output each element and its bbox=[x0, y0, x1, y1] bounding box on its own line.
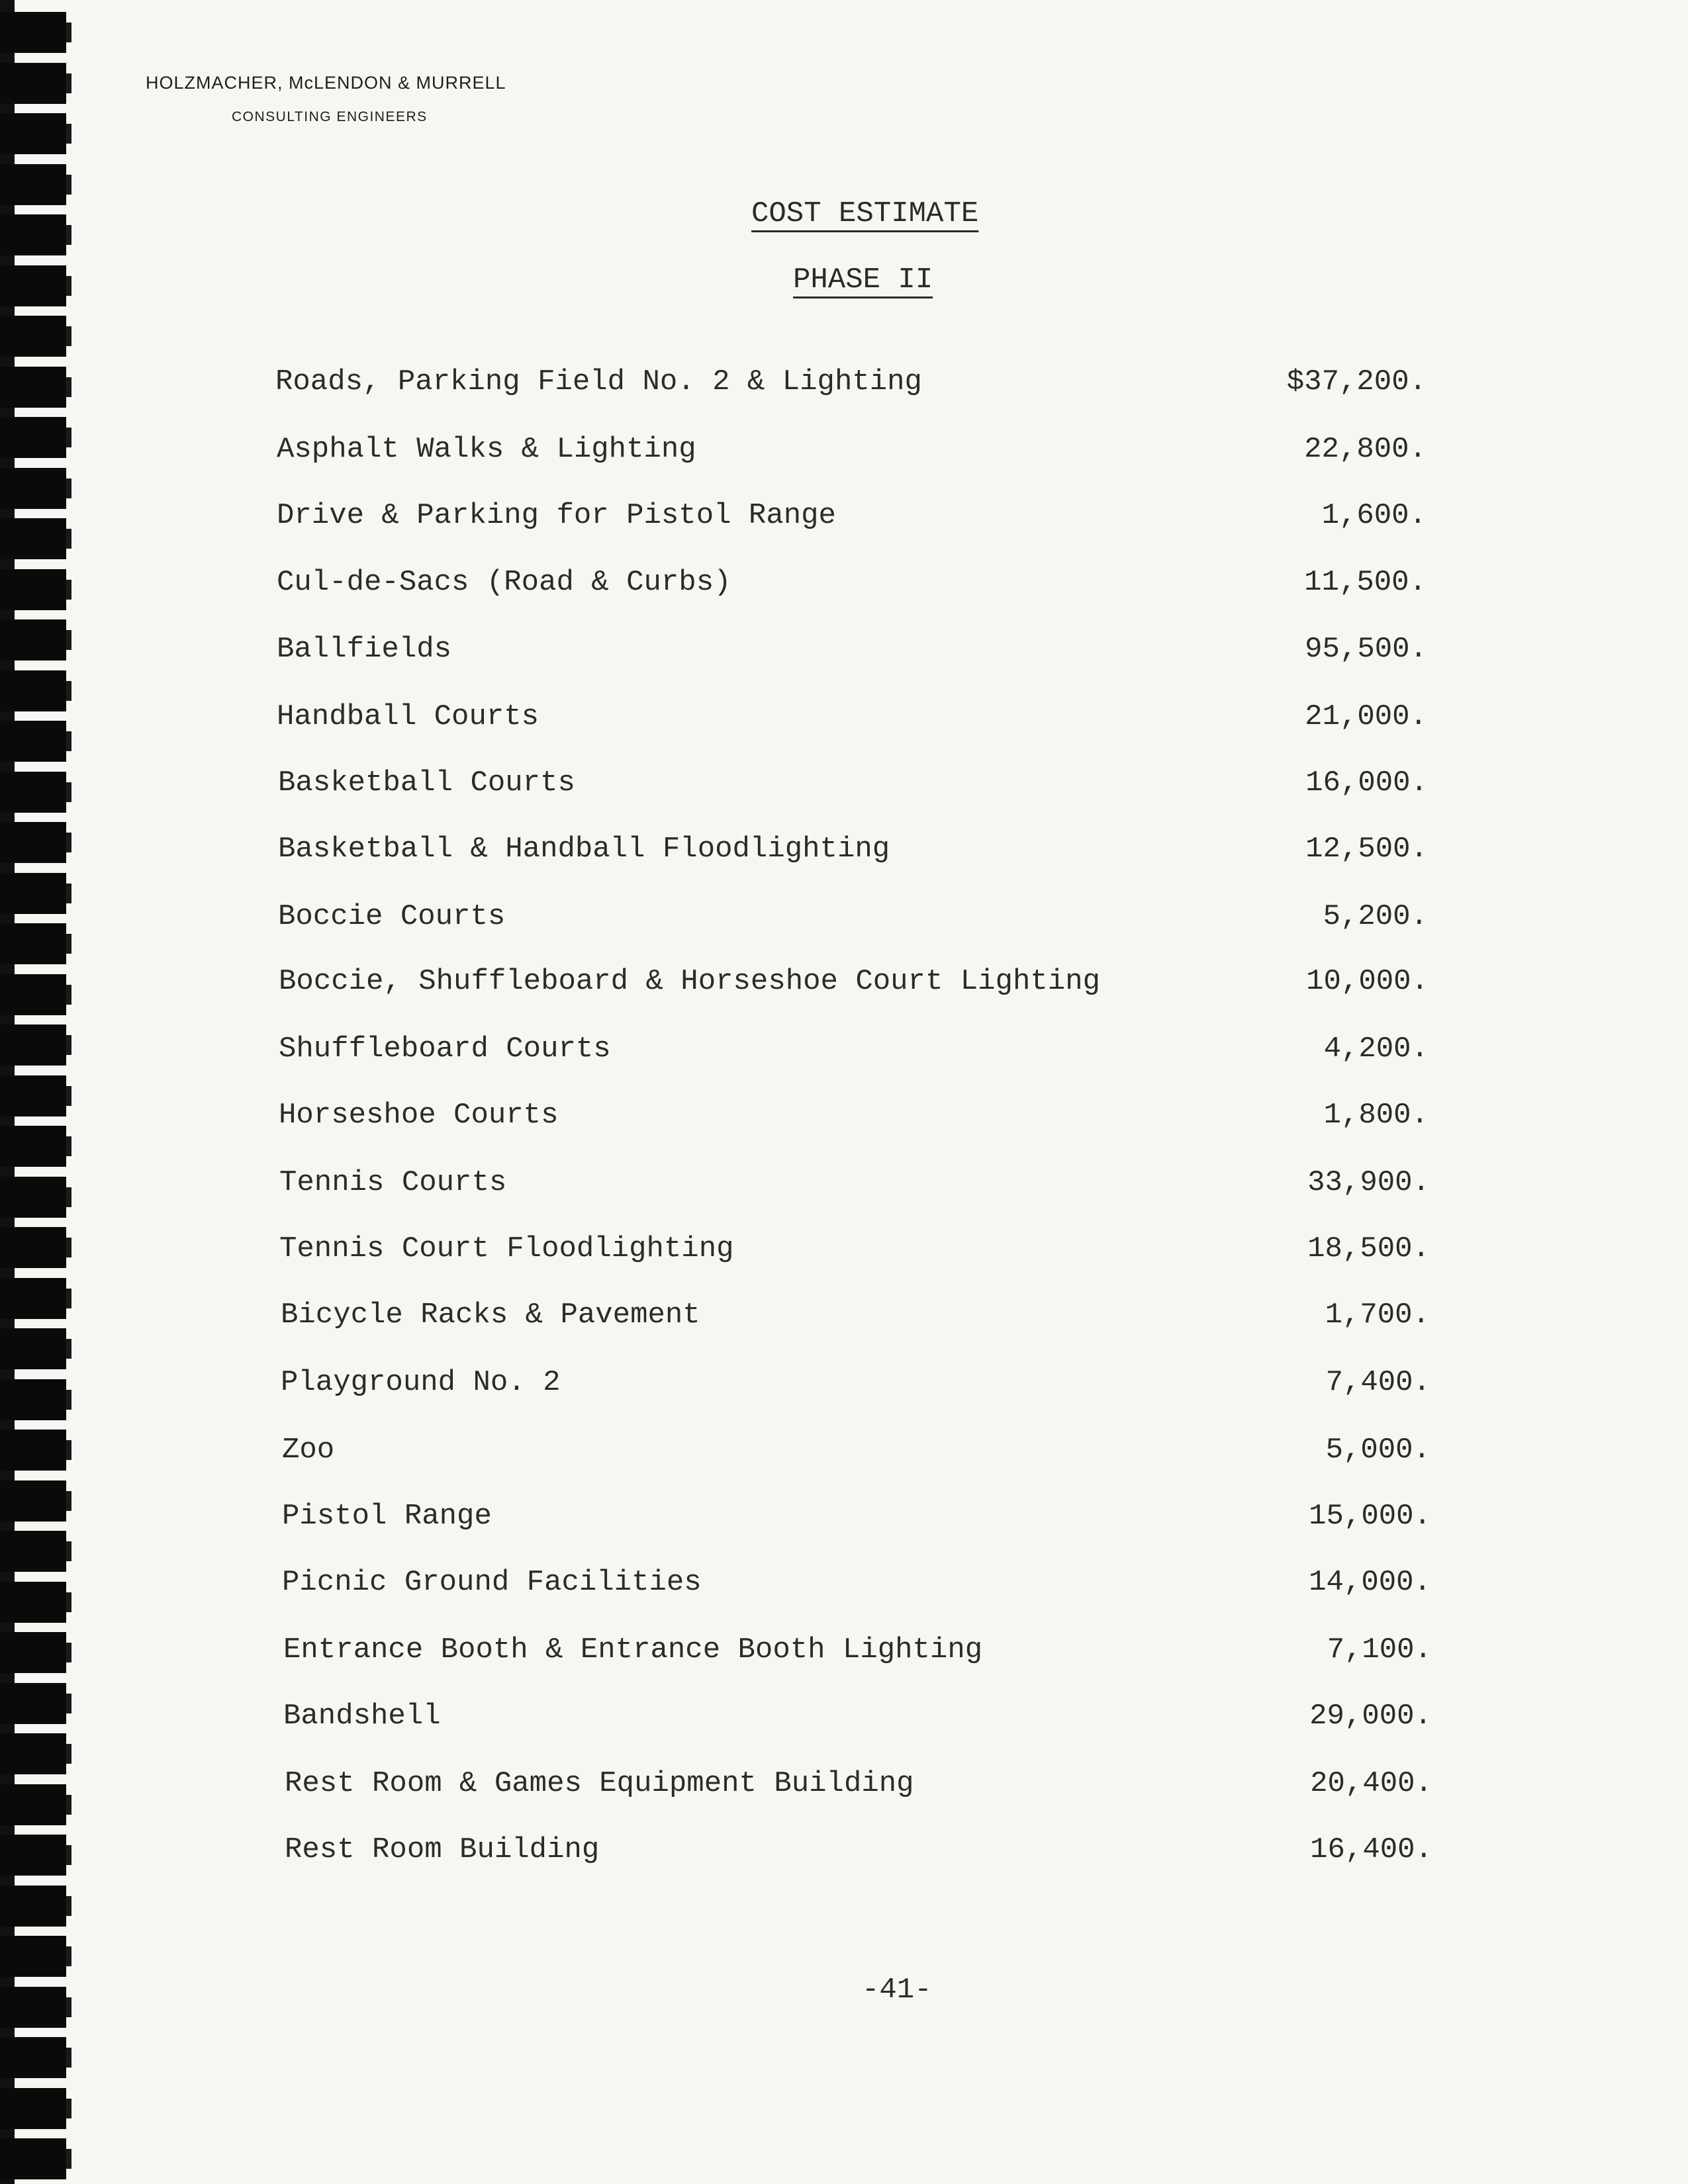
table-row bbox=[0, 633, 1688, 672]
item-label: Zoo bbox=[282, 1433, 335, 1467]
item-amount: 14,000. bbox=[1309, 1566, 1431, 1599]
table-row bbox=[0, 833, 1688, 872]
table-row bbox=[0, 1232, 1688, 1272]
item-amount: 5,200. bbox=[1323, 900, 1428, 933]
item-amount: 4,200. bbox=[1323, 1032, 1429, 1066]
table-row bbox=[0, 1166, 1688, 1206]
table-row bbox=[0, 965, 1688, 1005]
item-label: Basketball Courts bbox=[278, 766, 575, 799]
item-amount: 15,000. bbox=[1309, 1500, 1431, 1533]
table-row bbox=[0, 1833, 1688, 1873]
table-row bbox=[0, 365, 1688, 405]
item-label: Rest Room Building bbox=[285, 1833, 600, 1866]
item-label: Playground No. 2 bbox=[281, 1366, 561, 1399]
item-label: Basketball & Handball Floodlighting bbox=[278, 833, 890, 866]
table-row bbox=[0, 1700, 1688, 1739]
item-label: Tennis Court Floodlighting bbox=[279, 1232, 734, 1265]
item-amount: 11,500. bbox=[1304, 566, 1427, 599]
item-amount: 5,000. bbox=[1325, 1433, 1430, 1467]
item-label: Boccie, Shuffleboard & Horseshoe Court Lighting bbox=[279, 965, 1101, 998]
item-amount: 33,900. bbox=[1307, 1166, 1430, 1199]
item-label: Entrance Booth & Entrance Booth Lighting bbox=[283, 1633, 983, 1666]
item-amount: 1,600. bbox=[1321, 499, 1427, 532]
item-amount: 95,500. bbox=[1305, 633, 1427, 666]
table-row bbox=[0, 766, 1688, 806]
table-row bbox=[0, 700, 1688, 740]
item-amount: 7,400. bbox=[1325, 1366, 1430, 1399]
item-label: Tennis Courts bbox=[279, 1166, 507, 1199]
item-label: Picnic Ground Facilities bbox=[282, 1566, 702, 1599]
item-amount: 16,400. bbox=[1310, 1833, 1432, 1866]
item-label: Roads, Parking Field No. 2 & Lighting bbox=[275, 365, 922, 398]
table-row bbox=[0, 499, 1688, 539]
item-label: Shuffleboard Courts bbox=[279, 1032, 611, 1066]
item-label: Boccie Courts bbox=[278, 900, 506, 933]
table-row bbox=[0, 1566, 1688, 1606]
item-label: Asphalt Walks & Lighting bbox=[277, 433, 696, 466]
table-row bbox=[0, 1032, 1688, 1072]
item-label: Pistol Range bbox=[282, 1500, 492, 1533]
table-row bbox=[0, 1500, 1688, 1539]
item-amount: 18,500. bbox=[1307, 1232, 1430, 1265]
table-row bbox=[0, 566, 1688, 606]
item-label: Bandshell bbox=[283, 1700, 441, 1733]
item-label: Bicycle Racks & Pavement bbox=[281, 1298, 700, 1332]
item-amount: 29,000. bbox=[1309, 1700, 1432, 1733]
item-label: Handball Courts bbox=[277, 700, 539, 733]
table-row bbox=[0, 1099, 1688, 1138]
item-amount: 1,800. bbox=[1323, 1099, 1429, 1132]
item-amount: 22,800. bbox=[1304, 433, 1427, 466]
item-amount: 7,100. bbox=[1327, 1633, 1432, 1666]
item-label: Ballfields bbox=[277, 633, 452, 666]
table-row bbox=[0, 1366, 1688, 1406]
table-row bbox=[0, 1433, 1688, 1473]
item-label: Drive & Parking for Pistol Range bbox=[277, 499, 836, 532]
page-subtitle: PHASE II bbox=[793, 263, 933, 296]
letterhead-subtitle: CONSULTING ENGINEERS bbox=[232, 109, 428, 124]
table-row bbox=[0, 1767, 1688, 1807]
item-amount: 12,500. bbox=[1305, 833, 1428, 866]
item-amount: 10,000. bbox=[1306, 965, 1429, 998]
page-number: -41- bbox=[862, 1974, 932, 2007]
item-amount: $37,200. bbox=[1286, 365, 1427, 398]
item-label: Cul-de-Sacs (Road & Curbs) bbox=[277, 566, 731, 599]
item-label: Rest Room & Games Equipment Building bbox=[285, 1767, 914, 1800]
table-row bbox=[0, 1633, 1688, 1673]
item-label: Horseshoe Courts bbox=[279, 1099, 559, 1132]
item-amount: 21,000. bbox=[1305, 700, 1427, 733]
page-title: COST ESTIMATE bbox=[751, 197, 979, 230]
item-amount: 20,400. bbox=[1310, 1767, 1432, 1800]
table-row bbox=[0, 900, 1688, 940]
letterhead-firm-name: HOLZMACHER, McLENDON & MURRELL bbox=[146, 73, 506, 93]
item-amount: 16,000. bbox=[1305, 766, 1428, 799]
table-row bbox=[0, 433, 1688, 473]
item-amount: 1,700. bbox=[1325, 1298, 1430, 1332]
table-row bbox=[0, 1298, 1688, 1338]
